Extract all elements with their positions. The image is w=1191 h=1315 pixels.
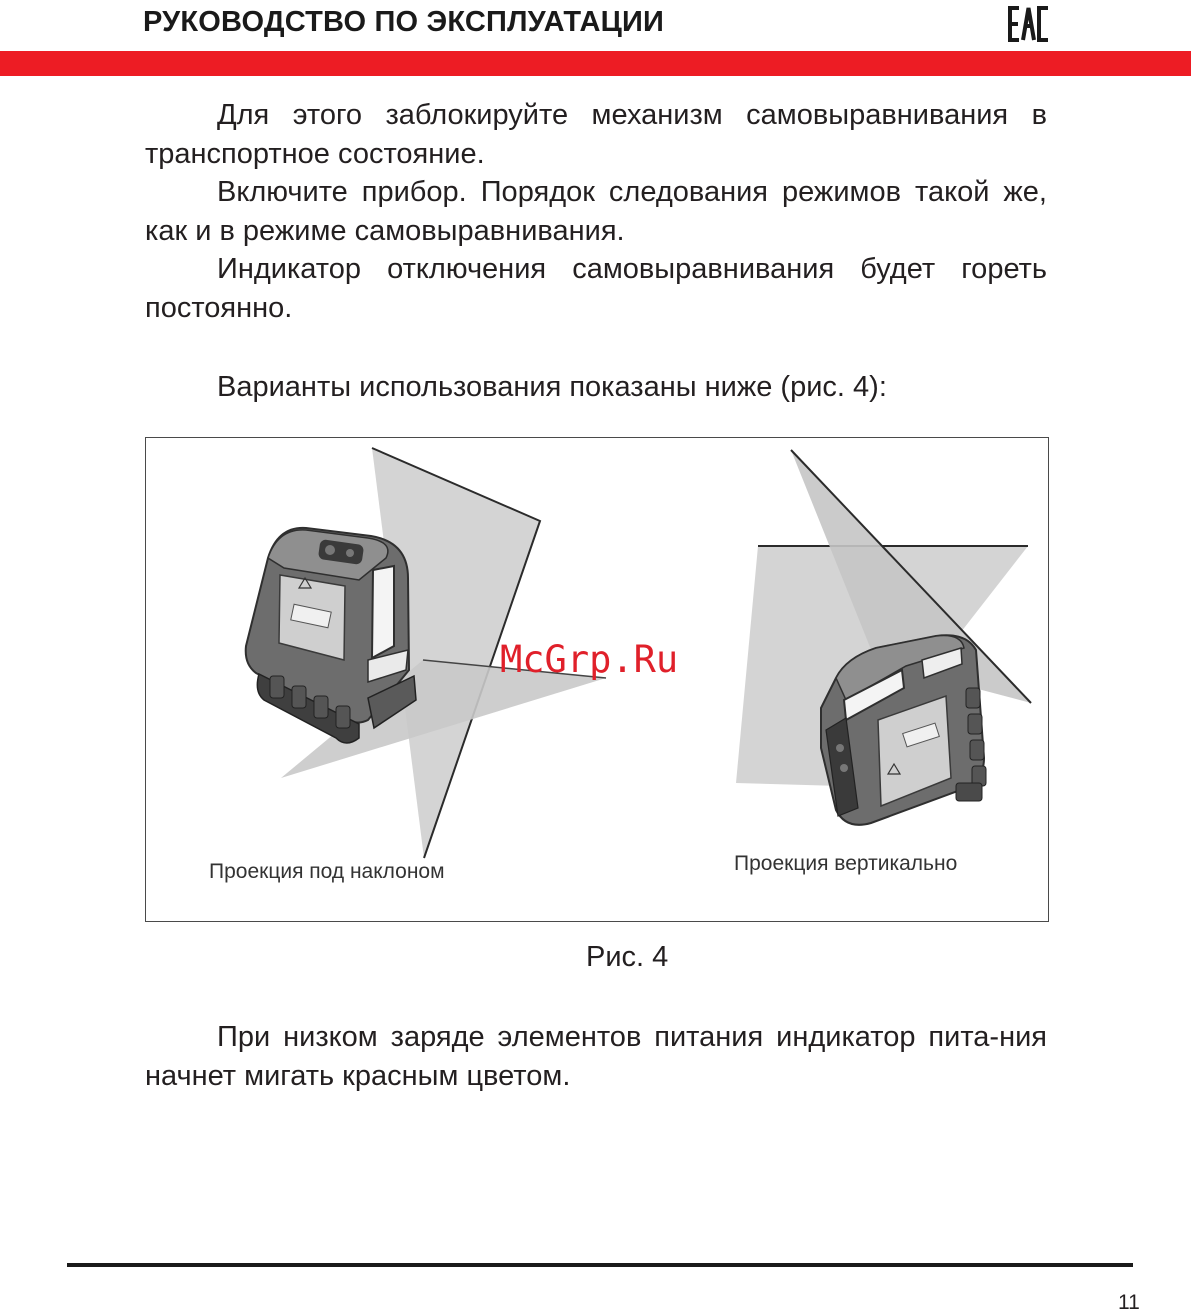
eac-certification-logo (1008, 6, 1050, 42)
figure-label-tilted: Проекция под наклоном (209, 860, 445, 883)
header-red-band (0, 51, 1191, 76)
paragraph-low-battery: При низком заряде элементов питания индикатор пита-ния начнет мигать красным цветом. (145, 1021, 1047, 1092)
paragraph-turn-on: Включите прибор. Порядок следования режимов такой же, как и в режиме самовыравнивания. (145, 176, 1047, 247)
page-header-title: РУКОВОДСТВО ПО ЭКСПЛУАТАЦИИ (143, 6, 665, 38)
battery-text-block (145, 1018, 1047, 1095)
watermark-text: McGrp.Ru (500, 638, 679, 681)
paragraph-usage-variants: Варианты использования показаны ниже (рис. 4): (217, 371, 887, 403)
paragraph-lock-mechanism: Для этого заблокируйте механизм самовыравнивания в транспортное состояние. (145, 99, 1047, 170)
intro-text-block (145, 96, 1047, 327)
figure-label-vertical: Проекция вертикально (734, 852, 958, 875)
right-laser-level-device (821, 635, 986, 825)
page-number: 11 (1118, 1291, 1140, 1314)
paragraph-indicator: Индикатор отключения самовыравнивания будет гореть постоянно. (145, 253, 1047, 324)
left-laser-level-device (246, 528, 416, 743)
usage-intro-block (145, 368, 1047, 407)
footer-divider (67, 1263, 1133, 1267)
figure-caption: Рис. 4 (586, 941, 669, 973)
